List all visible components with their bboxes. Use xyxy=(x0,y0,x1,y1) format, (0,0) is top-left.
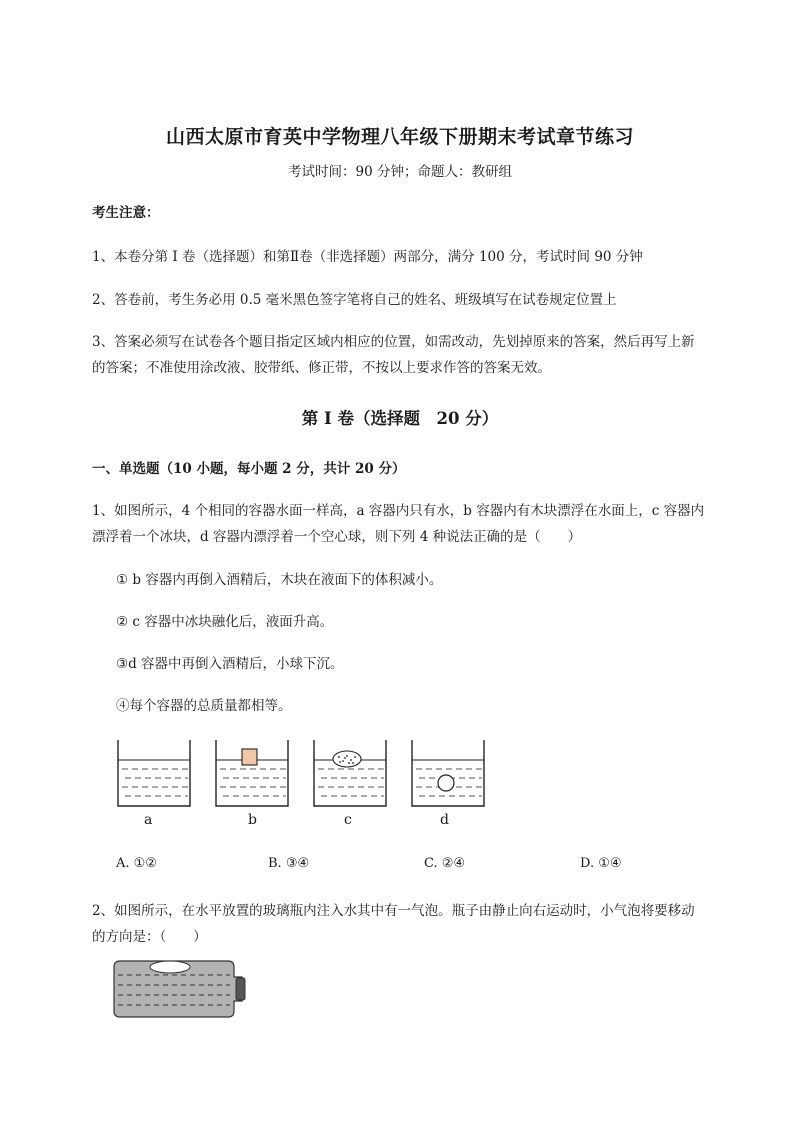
q1-statement-2: ② c 容器中冰块融化后，液面升高。 xyxy=(116,614,334,630)
notice-heading: 考生注意： xyxy=(92,205,160,221)
caption-a: a xyxy=(144,812,153,828)
notice-item-3-line-1: 3、答案必须写在试卷各个题目指定区域内相应的位置，如需改动，先划掉原来的答案，然后再写上新 xyxy=(92,334,695,350)
container-c xyxy=(314,740,386,806)
wood-block xyxy=(242,749,257,765)
q1-option-d[interactable]: D. ①④ xyxy=(580,856,622,871)
q1-statement-4: ④每个容器的总质量都相等。 xyxy=(116,698,292,714)
q1-statement-1: ① b 容器内再倒入酒精后，木块在液面下的体积减小。 xyxy=(116,572,443,588)
q2-stem-line-2: 的方向是：（ ） xyxy=(92,929,207,945)
notice-item-3-line-2: 的答案；不准使用涂改液、胶带纸、修正带，不按以上要求作答的答案无效。 xyxy=(92,360,551,376)
container-d xyxy=(412,740,484,806)
container-a xyxy=(118,740,190,806)
q2-bottle-figure xyxy=(112,955,252,1025)
caption-c: c xyxy=(344,812,352,828)
q1-statement-3: ③d 容器中再倒入酒精后，小球下沉。 xyxy=(116,656,344,672)
hollow-ball xyxy=(438,775,454,791)
caption-b: b xyxy=(248,812,257,828)
ice-block xyxy=(333,751,361,767)
q2-stem-line-1: 2、如图所示，在水平放置的玻璃瓶内注入水其中有一气泡。瓶子由静止向右运动时，小气泡将要移动 xyxy=(92,903,695,919)
notice-item-2: 2、答卷前，考生务必用 0.5 毫米黑色签字笔将自己的姓名、班级填写在试卷规定位置上 xyxy=(92,292,617,308)
part-heading: 一、单选题（10 小题，每小题 2 分，共计 20 分） xyxy=(92,461,406,477)
container-b xyxy=(216,740,288,806)
section-title: 第 I 卷（选择题 20 分） xyxy=(301,409,499,428)
q1-option-b[interactable]: B. ③④ xyxy=(268,856,310,871)
q1-stem-line-2: 漂浮着一个冰块，d 容器内漂浮着一个空心球，则下列 4 种说法正确的是（ ） xyxy=(92,529,582,545)
q1-containers-figure xyxy=(110,738,510,818)
exam-subtitle: 考试时间：90 分钟；命题人：教研组 xyxy=(288,164,512,180)
notice-item-1: 1、本卷分第 I 卷（选择题）和第Ⅱ卷（非选择题）两部分，满分 100 分，考试时间 90 分钟 xyxy=(92,249,643,265)
bottle-cap xyxy=(236,978,245,1000)
q1-stem-line-1: 1、如图所示，4 个相同的容器水面一样高，a 容器内只有水，b 容器内有木块漂浮在水面上，c 容器内 xyxy=(92,503,705,519)
q1-option-c[interactable]: C. ②④ xyxy=(424,856,466,871)
air-bubble xyxy=(150,961,190,973)
page-title: 山西太原市育英中学物理八年级下册期末考试章节练习 xyxy=(165,126,634,148)
q1-option-a[interactable]: A. ①② xyxy=(116,856,157,871)
caption-d: d xyxy=(440,812,449,828)
